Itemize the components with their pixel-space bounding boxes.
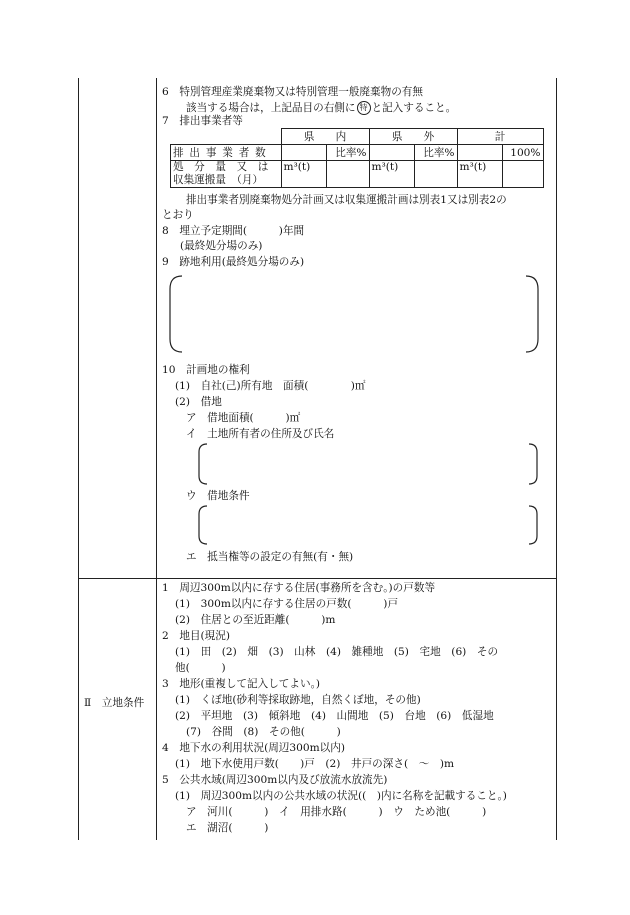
cell-total-count	[457, 145, 502, 161]
cell-total-volume: m³(t)	[457, 161, 502, 188]
item9-input-bracket	[168, 275, 540, 353]
s2-item1-heading: 1 周辺300m以内に存する住居(事務所を含む。)の戸数等	[162, 582, 436, 594]
lease-terms-bracket	[197, 505, 539, 545]
cell-total-volume-ratio	[502, 161, 543, 188]
row-label-emitter-count: 排出事業者数	[171, 145, 282, 161]
s2-item3-l3: (7) 谷間 (8) その他( )	[186, 726, 341, 738]
section-divider	[78, 578, 557, 579]
s2-item2-heading: 2 地目(現況)	[162, 630, 230, 642]
cell-out-ratio: 比率%	[414, 145, 457, 161]
item10-heading: 10 計画地の権利	[162, 364, 250, 376]
s2-item3-heading: 3 地形(重複して記入してよい。)	[162, 678, 321, 690]
cell-in-volume-ratio	[326, 161, 369, 188]
item8-heading: 8 埋立予定期間( )年間	[162, 225, 305, 237]
item6-note-post: と記入すること。	[371, 102, 457, 114]
item10-l4: イ 土地所有者の住所及び氏名	[186, 428, 335, 440]
row-label-disposal-b: 収集運搬量 （月）	[173, 174, 264, 186]
item10-l6: エ 抵当権等の設定の有無(有・無)	[186, 551, 354, 563]
item10-l3: ア 借地面積( )㎡	[186, 412, 301, 424]
row-label-disposal-a: 処 分 量 又 は	[173, 161, 269, 173]
cell-in-volume: m³(t)	[281, 161, 326, 188]
item6-note-pre: 該当する場合は，上記品目の右側に	[186, 102, 356, 114]
s2-item5-heading: 5 公共水域(周辺300m以内及び放流水放流先)	[162, 774, 388, 786]
s2-item4-heading: 4 地下水の利用状況(周辺300m以内)	[162, 742, 345, 754]
s2-item4-l1: (1) 地下水使用戸数( )戸 (2) 井戸の深さ( ～ )m	[175, 758, 455, 770]
section2-label: Ⅱ 立地条件	[84, 697, 145, 709]
cell-out-volume: m³(t)	[369, 161, 414, 188]
cell-out-volume-ratio	[414, 161, 457, 188]
frame-column-divider	[156, 78, 157, 840]
s2-item2-l1: (1) 田 (2) 畑 (3) 山林 (4) 雑種地 (5) 宅地 (6) その	[175, 646, 499, 658]
item10-l5: ウ 借地条件	[186, 490, 250, 502]
s2-item1-l2: (2) 住居との至近距離( )m	[175, 614, 336, 626]
special-mark-circle: 特	[357, 101, 371, 115]
s2-item3-l1: (1) くぼ地(砂利等採取跡地，自然くぼ地，その他)	[175, 694, 421, 706]
cell-in-count	[281, 145, 326, 161]
frame-left-border	[78, 78, 79, 840]
owner-input-bracket	[197, 443, 539, 485]
s2-item5-l3: エ 湖沼( )	[186, 822, 269, 834]
cell-in-ratio: 比率%	[326, 145, 369, 161]
table-corner-cell	[171, 129, 282, 145]
header-in-prefecture: 県 内	[281, 129, 369, 145]
s2-item2-l2: 他( )	[175, 662, 226, 674]
header-out-prefecture: 県 外	[369, 129, 457, 145]
item7-note-a: 排出事業者別廃棄物処分計画又は収集運搬計画は別表1又は別表2の	[186, 194, 507, 206]
table-row	[171, 145, 544, 161]
frame-right-border	[556, 78, 557, 840]
cell-total-ratio: 100%	[502, 145, 543, 161]
s2-item1-l1: (1) 300m以内に存する住居の戸数( )戸	[175, 598, 399, 610]
table-header-row	[171, 129, 544, 145]
s2-item5-l1: (1) 周辺300m以内の公共水域の状況(( )内に名称を記載すること。)	[175, 790, 507, 802]
header-total: 計	[457, 129, 543, 145]
item6-note	[186, 101, 456, 115]
row-label-disposal	[171, 161, 282, 188]
item7-note-b: とおり	[162, 209, 194, 221]
item7-heading: 7 排出事業者等	[162, 115, 243, 127]
item6-heading: 6 特別管理産業廃棄物又は特別管理一般廃棄物の有無	[162, 86, 423, 98]
table-row	[171, 161, 544, 188]
item10-l2: (2) 借地	[175, 396, 222, 408]
cell-out-count	[369, 145, 414, 161]
emitter-table	[170, 128, 544, 188]
item8-sub: (最終処分場のみ)	[180, 240, 263, 252]
s2-item5-l2: ア 河川( ) イ 用排水路( ) ウ ため池( )	[186, 806, 487, 818]
item10-l1: (1) 自社(己)所有地 面積( )㎡	[175, 380, 366, 392]
item9-heading: 9 跡地利用(最終処分場のみ)	[162, 256, 305, 268]
s2-item3-l2: (2) 平坦地 (3) 傾斜地 (4) 山間地 (5) 台地 (6) 低湿地	[175, 710, 494, 722]
